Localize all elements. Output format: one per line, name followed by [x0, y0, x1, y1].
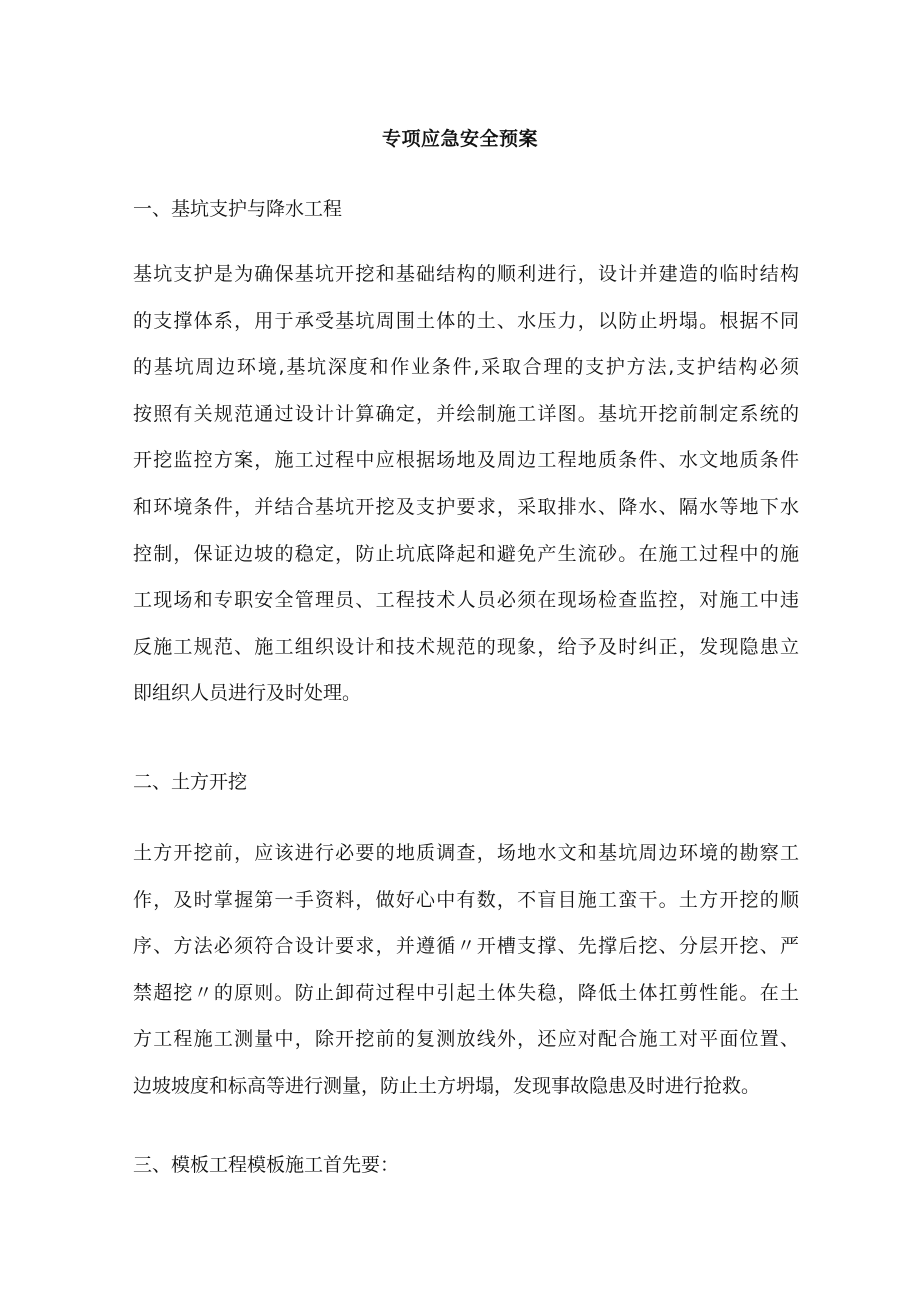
paragraph-line: 反施工规范、施工组织设计和技术规范的现象，给予及时纠正，发现隐患立: [133, 635, 799, 658]
paragraph-line: 的基坑周边环境,基坑深度和作业条件,采取合理的支护方法,支护结构必须: [133, 356, 799, 379]
paragraph-line: 土方开挖前，应该进行必要的地质调查，场地水文和基坑周边环境的勘察工: [133, 842, 799, 864]
paragraph-line: 即组织人员进行及时处理。: [133, 682, 362, 705]
section-heading-3: 三、模板工程模板施工首先要：: [133, 1154, 400, 1176]
section-heading-2: 二、土方开挖: [133, 771, 248, 793]
paragraph-line: 序、方法必须符合设计要求，并遵循〃开槽支撑、先撑后挖、分层开挖、严: [133, 935, 799, 958]
paragraph-line: 开挖监控方案，施工过程中应根据场地及周边工程地质条件、水文地质条件: [133, 449, 799, 472]
section-2-paragraph: [133, 838, 799, 1118]
paragraph-line: 控制，保证边坡的稳定，防止坑底降起和避免产生流砂。在施工过程中的施: [133, 542, 799, 565]
section-1-paragraph: [133, 259, 799, 725]
document-title: 专项应急安全预案: [381, 128, 538, 150]
paragraph-line: 工现场和专职安全管理员、工程技术人员必须在现场检查监控，对施工中违: [133, 589, 799, 612]
paragraph-line: 和环境条件，并结合基坑开挖及支护要求，采取排水、降水、隔水等地下水: [133, 495, 799, 518]
paragraph-line: 边坡坡度和标高等进行测量，防止土方坍塌，发现事故隐患及时进行抢救。: [133, 1074, 761, 1097]
paragraph-line: 方工程施工测量中，除开挖前的复测放线外，还应对配合施工对平面位置、: [133, 1028, 799, 1051]
paragraph-line: 禁超挖〃的原则。防止卸荷过程中引起土体失稳，降低土体扛剪性能。在土: [133, 981, 799, 1004]
paragraph-line: 按照有关规范通过设计计算确定，并绘制施工详图。基坑开挖前制定系统的: [133, 402, 799, 425]
paragraph-line: 作，及时掌握第一手资料，做好心中有数，不盲目施工蛮干。土方开挖的顺: [133, 888, 799, 911]
section-heading-1: 一、基坑支护与降水工程: [133, 198, 343, 220]
paragraph-line: 基坑支护是为确保基坑开挖和基础结构的顺利进行，设计并建造的临时结构: [133, 263, 799, 285]
paragraph-line: 的支撑体系，用于承受基坑周围土体的土、水压力，以防止坍塌。根据不同: [133, 309, 799, 332]
